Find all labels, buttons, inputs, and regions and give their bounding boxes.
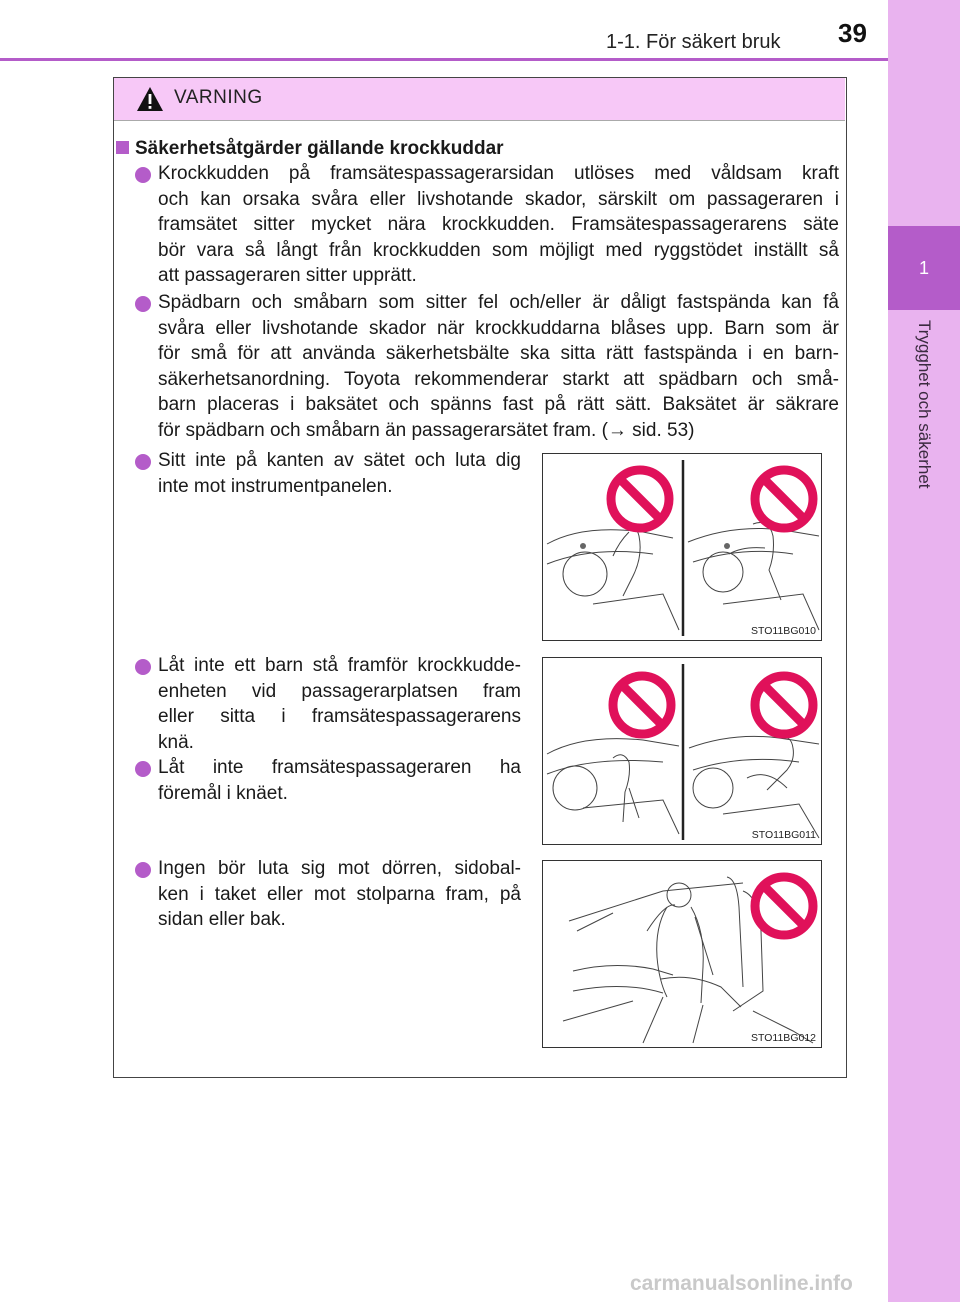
figure-leaning-on-dashboard: [542, 453, 822, 641]
text-line: sidan eller bak.: [158, 909, 286, 930]
figure-code: STO11BG012: [751, 1032, 816, 1044]
page-number: 39: [838, 18, 867, 48]
text-line: och kan orsaka svåra eller livshotande skador, särskilt om passageraren i: [158, 188, 839, 210]
chapter-side-tab: [888, 0, 960, 1302]
text-line: Krockkudden på framsätespassagerarsidan utlöses med våldsam kraft: [158, 163, 839, 184]
prohibition-icon: [605, 464, 675, 534]
text-line: för spädbarn och småbarn än passagerarsätet fram. (→ sid. 53): [158, 419, 695, 441]
figure-code: STO11BG010: [751, 625, 816, 637]
prohibition-icon: [749, 871, 819, 941]
bullet-icon: [135, 167, 151, 183]
text-line: eller sitta i framsätespassagerarens: [158, 706, 521, 727]
warning-subheading: [116, 138, 504, 160]
watermark: carmanualsonline.info: [630, 1272, 853, 1295]
bullet-icon: [135, 296, 151, 312]
chapter-label-container: [908, 320, 934, 530]
prohibition-icon: [749, 670, 819, 740]
text-line: Ingen bör luta sig mot dörren, sidobal-: [158, 858, 521, 879]
chapter-number: 1: [918, 258, 929, 278]
text-line: säkerhetsanordning. Toyota rekommenderar starkt att spädbarn och små-: [158, 368, 839, 390]
chapter-label: Trygghet och säkerhet: [915, 320, 934, 489]
text-line: knä.: [158, 731, 194, 753]
text-line: Låt inte ett barn stå framför krockkudde-: [158, 655, 521, 676]
figure-child-standing: [542, 657, 822, 845]
text-line: Låt inte framsätespassageraren ha: [158, 757, 521, 778]
chapter-number-tab: [888, 226, 960, 310]
warning-paragraph-2: [158, 290, 839, 443]
prohibition-icon: [749, 464, 819, 534]
warning-paragraph-1: [158, 161, 839, 289]
text-line: ken i taket eller mot stolparna fram, på: [158, 883, 521, 905]
warning-header-rule: [114, 120, 845, 121]
prohibition-icon: [607, 670, 677, 740]
text-line: framsätet sitter mycket nära krockkudden. Framsätespassagerarens säte: [158, 214, 839, 235]
text-line: bör vara så långt från krockkudden som möjligt med ryggstödet inställt så: [158, 239, 839, 261]
bullet-icon: [135, 761, 151, 777]
section-title: 1-1. För säkert bruk: [606, 31, 781, 53]
warning-subheading-text: Säkerhetsåtgärder gällande krockkuddar: [135, 138, 504, 159]
text-line: föremål i knäet.: [158, 782, 288, 804]
warning-paragraph-5: [158, 755, 521, 806]
warning-header: [114, 78, 845, 120]
text-line: barn placeras i baksätet och spänns fast på rätt sätt. Baksätet är säkrare: [158, 394, 839, 415]
warning-label: VARNING: [174, 87, 263, 108]
text-line: inte mot instrumentpanelen.: [158, 475, 393, 497]
text-line: Sitt inte på kanten av sätet och luta dig: [158, 450, 521, 471]
header-rule: [0, 58, 888, 61]
text-line: enheten vid passagerarplatsen fram: [158, 680, 521, 702]
text-line: för små för att använda säkerhetsbälte ska sitta rätt fastspända i en barn-: [158, 343, 839, 364]
bullet-icon: [135, 862, 151, 878]
bullet-icon: [135, 659, 151, 675]
text-line: Spädbarn och småbarn som sitter fel och/eller är dåligt fastspända kan få: [158, 292, 839, 313]
figure-code: STO11BG011: [751, 829, 816, 841]
warning-triangle-icon: [136, 86, 164, 112]
text-line: svåra eller livshotande skador när krockkuddarna blåses upp. Barn som är: [158, 317, 839, 339]
bullet-icon: [135, 454, 151, 470]
warning-paragraph-6: [158, 856, 521, 933]
warning-paragraph-4: [158, 653, 521, 755]
square-bullet-icon: [116, 141, 129, 154]
page-header: [0, 0, 888, 60]
warning-paragraph-3: [158, 448, 521, 499]
text-line: att passageraren sitter upprätt.: [158, 265, 417, 286]
figure-leaning-on-door: [542, 860, 822, 1048]
